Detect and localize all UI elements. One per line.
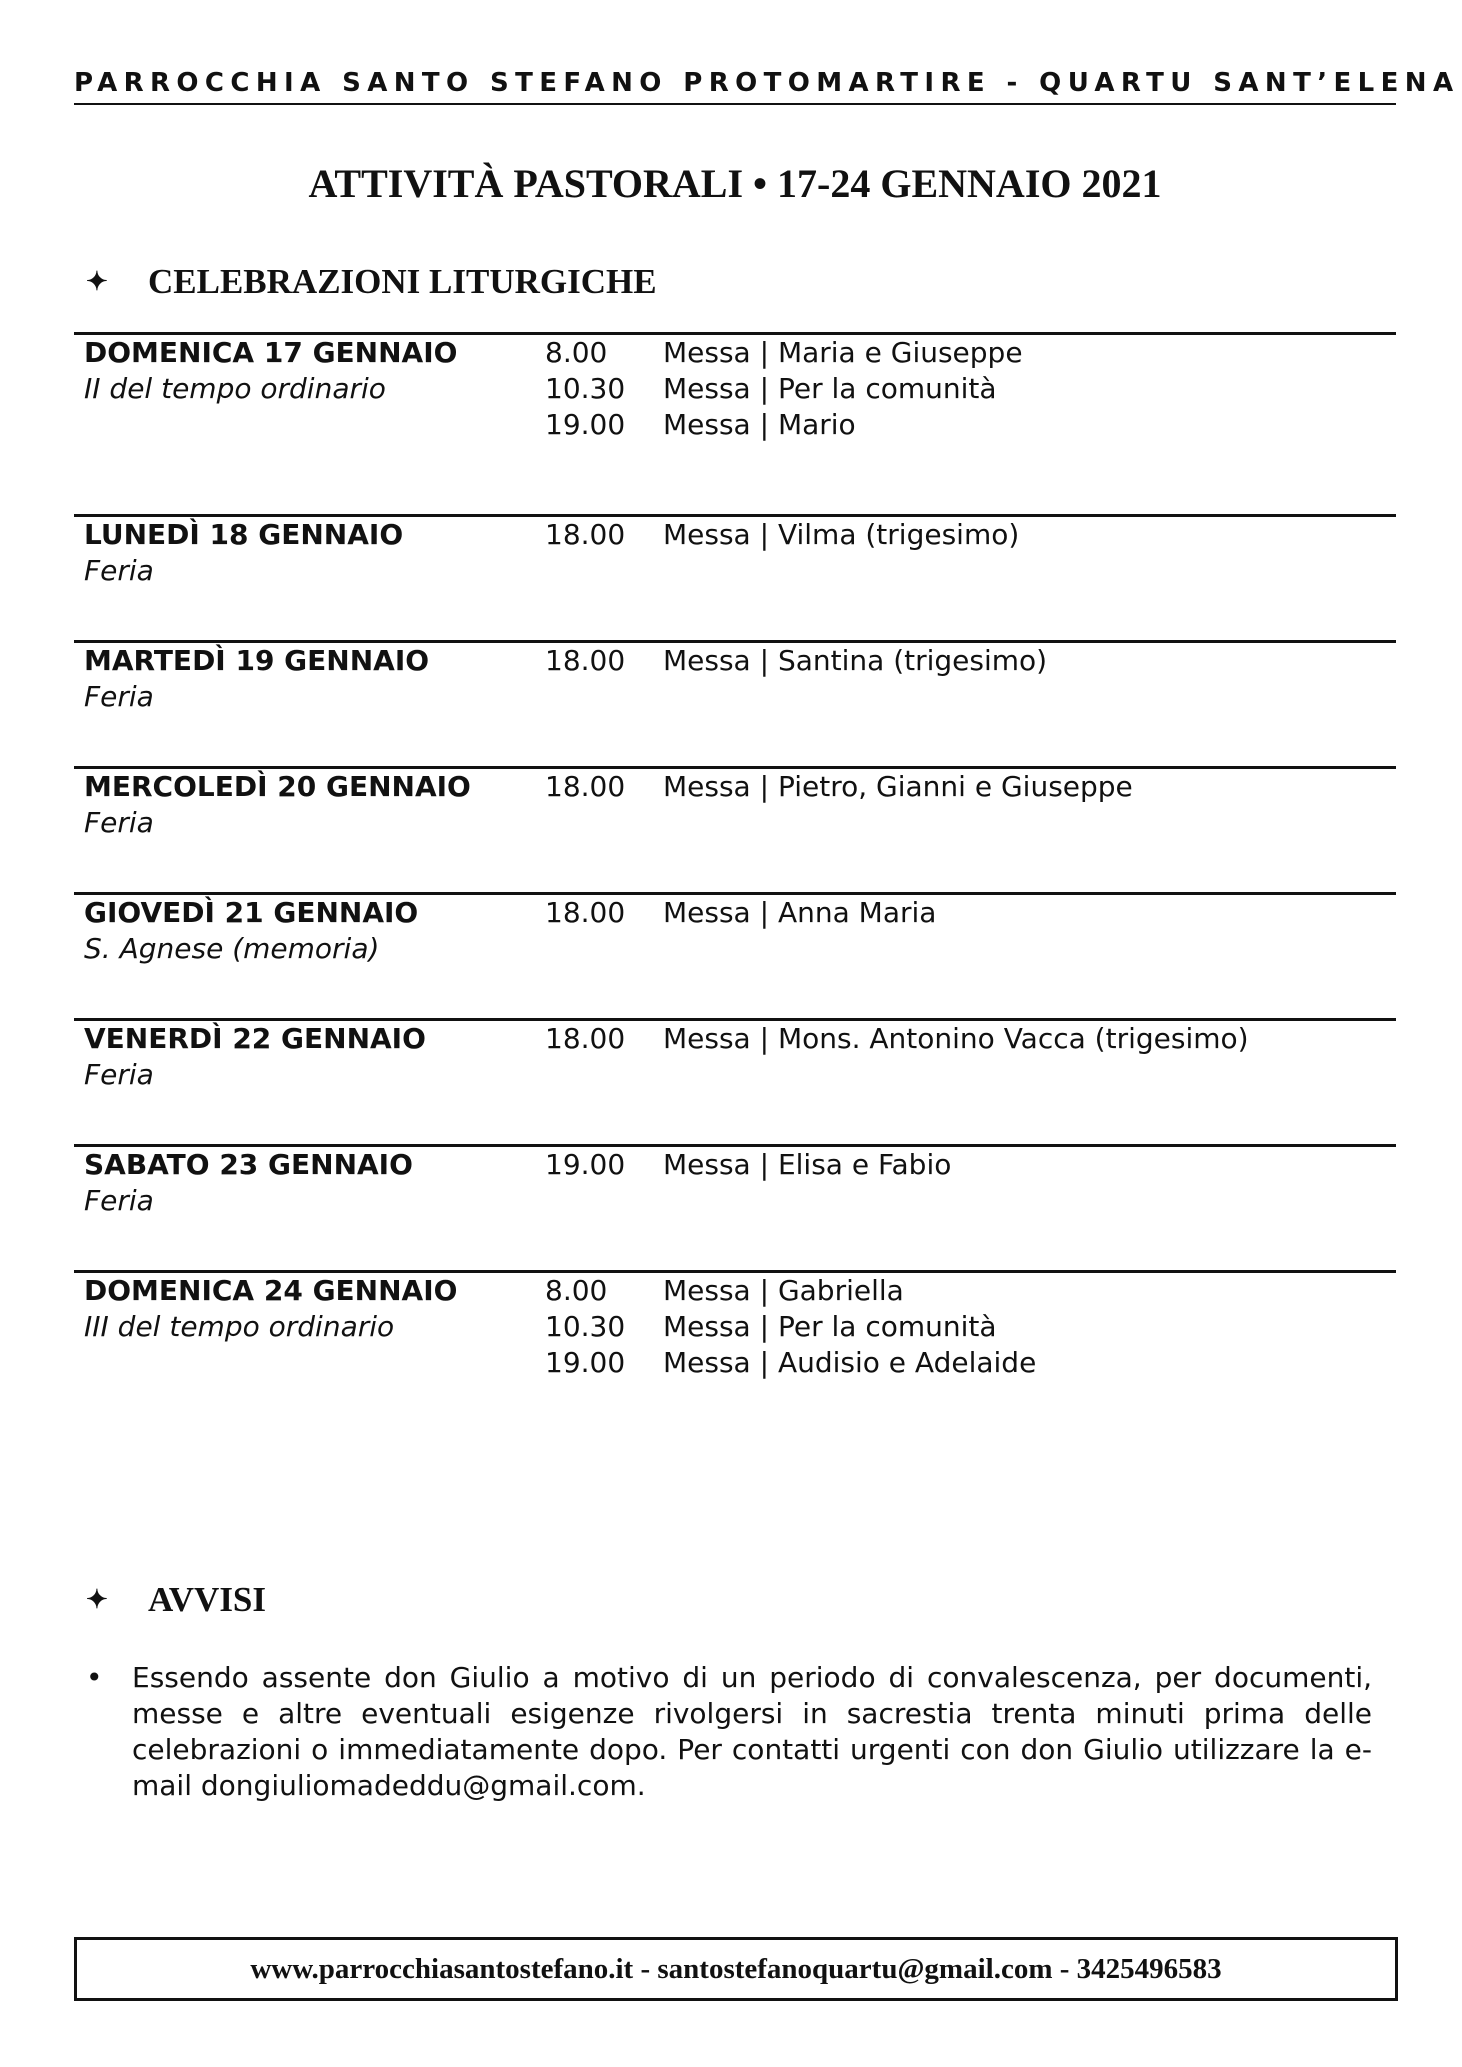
mass-time: 19.00 — [545, 1148, 626, 1181]
day-block — [74, 1018, 1396, 1091]
mass-time: 18.00 — [545, 770, 626, 803]
mass-text: Messa | Anna Maria — [663, 896, 937, 929]
mass-row — [545, 769, 1133, 805]
mass-time: 19.00 — [545, 408, 626, 441]
mass-time: 18.00 — [545, 896, 626, 929]
mass-time: 18.00 — [545, 1022, 626, 1055]
day-subtitle: Feria — [84, 1184, 154, 1217]
mass-row — [545, 1309, 1036, 1345]
celebrations-heading-label: CELEBRAZIONI LITURGICHE — [148, 262, 657, 301]
day-name: LUNEDÌ 18 GENNAIO — [84, 518, 404, 551]
mass-row — [545, 643, 1047, 679]
footer-contacts — [74, 1937, 1398, 2001]
day-block — [74, 514, 1396, 587]
page-title: ATTIVITÀ PASTORALI • 17-24 GENNAIO 2021 — [308, 161, 1162, 206]
parish-header: PARROCCHIA SANTO STEFANO PROTOMARTIRE - QUARTU SANT’ELENA — [74, 68, 1460, 98]
day-subtitle: Feria — [84, 1058, 154, 1091]
notices-heading-label: AVVISI — [148, 1580, 267, 1619]
mass-text: Messa | Pietro, Gianni e Giuseppe — [663, 770, 1133, 803]
mass-text: Messa | Maria e Giuseppe — [663, 336, 1023, 369]
mass-text: Messa | Per la comunità — [663, 372, 997, 405]
mass-time: 10.30 — [545, 372, 626, 405]
day-name: DOMENICA 24 GENNAIO — [84, 1274, 458, 1307]
day-block — [74, 332, 1396, 441]
mass-row — [545, 1147, 951, 1183]
mass-text: Messa | Mons. Antonino Vacca (trigesimo) — [663, 1022, 1249, 1055]
day-subtitle: S. Agnese (memoria) — [84, 932, 380, 965]
mass-text: Messa | Per la comunità — [663, 1310, 997, 1343]
day-block — [74, 892, 1396, 965]
four-point-star-icon: ✦ — [86, 267, 108, 296]
day-subtitle: III del tempo ordinario — [84, 1310, 395, 1343]
mass-time: 8.00 — [545, 1274, 608, 1307]
mass-row — [545, 407, 1023, 443]
day-name: VENERDÌ 22 GENNAIO — [84, 1022, 426, 1055]
mass-text: Messa | Gabriella — [663, 1274, 904, 1307]
mass-text: Messa | Santina (trigesimo) — [663, 644, 1048, 677]
mass-row — [545, 335, 1023, 371]
mass-time: 19.00 — [545, 1346, 626, 1379]
header-rule — [74, 103, 1396, 105]
day-block — [74, 1270, 1396, 1379]
four-point-star-icon: ✦ — [86, 1585, 108, 1614]
mass-text: Messa | Mario — [663, 408, 856, 441]
day-name: GIOVEDÌ 21 GENNAIO — [84, 896, 419, 929]
notices-list — [86, 1660, 1386, 1804]
day-name: DOMENICA 17 GENNAIO — [84, 336, 458, 369]
mass-time: 18.00 — [545, 518, 626, 551]
day-subtitle: Feria — [84, 806, 154, 839]
mass-text: Messa | Vilma (trigesimo) — [663, 518, 1020, 551]
section-heading-notices — [86, 1580, 266, 1620]
mass-time: 10.30 — [545, 1310, 626, 1343]
day-subtitle: II del tempo ordinario — [84, 372, 386, 405]
day-name: MARTEDÌ 19 GENNAIO — [84, 644, 430, 677]
day-block — [74, 1144, 1396, 1217]
day-subtitle: Feria — [84, 680, 154, 713]
list-item — [86, 1660, 1386, 1804]
mass-row — [545, 1273, 1036, 1309]
day-subtitle: Feria — [84, 554, 154, 587]
mass-row — [545, 1345, 1036, 1381]
mass-row — [545, 371, 1023, 407]
day-name: MERCOLEDÌ 20 GENNAIO — [84, 770, 471, 803]
notice-text: Essendo assente don Giulio a motivo di un periodo di convalescenza, per documenti, messe e altre eventuali esigenze rivolgersi in sacrestia trenta minuti prima delle celebrazioni o immediatamente dopo. Per contatti urgenti con don Giulio utilizzare la e-mail dongiuliomadeddu@gmail.com. — [132, 1661, 1372, 1802]
mass-row — [545, 517, 1019, 553]
section-heading-celebrations — [86, 262, 657, 302]
mass-text: Messa | Elisa e Fabio — [663, 1148, 952, 1181]
day-block — [74, 766, 1396, 839]
day-block — [74, 640, 1396, 713]
mass-time: 18.00 — [545, 644, 626, 677]
footer-text: www.parrocchiasantostefano.it - santostefanoquartu@gmail.com - 3425496583 — [250, 1952, 1222, 1985]
mass-row — [545, 895, 936, 931]
mass-row — [545, 1021, 1249, 1057]
mass-text: Messa | Audisio e Adelaide — [663, 1346, 1037, 1379]
mass-time: 8.00 — [545, 336, 608, 369]
day-name: SABATO 23 GENNAIO — [84, 1148, 413, 1181]
bullet-icon: • — [86, 1661, 103, 1694]
